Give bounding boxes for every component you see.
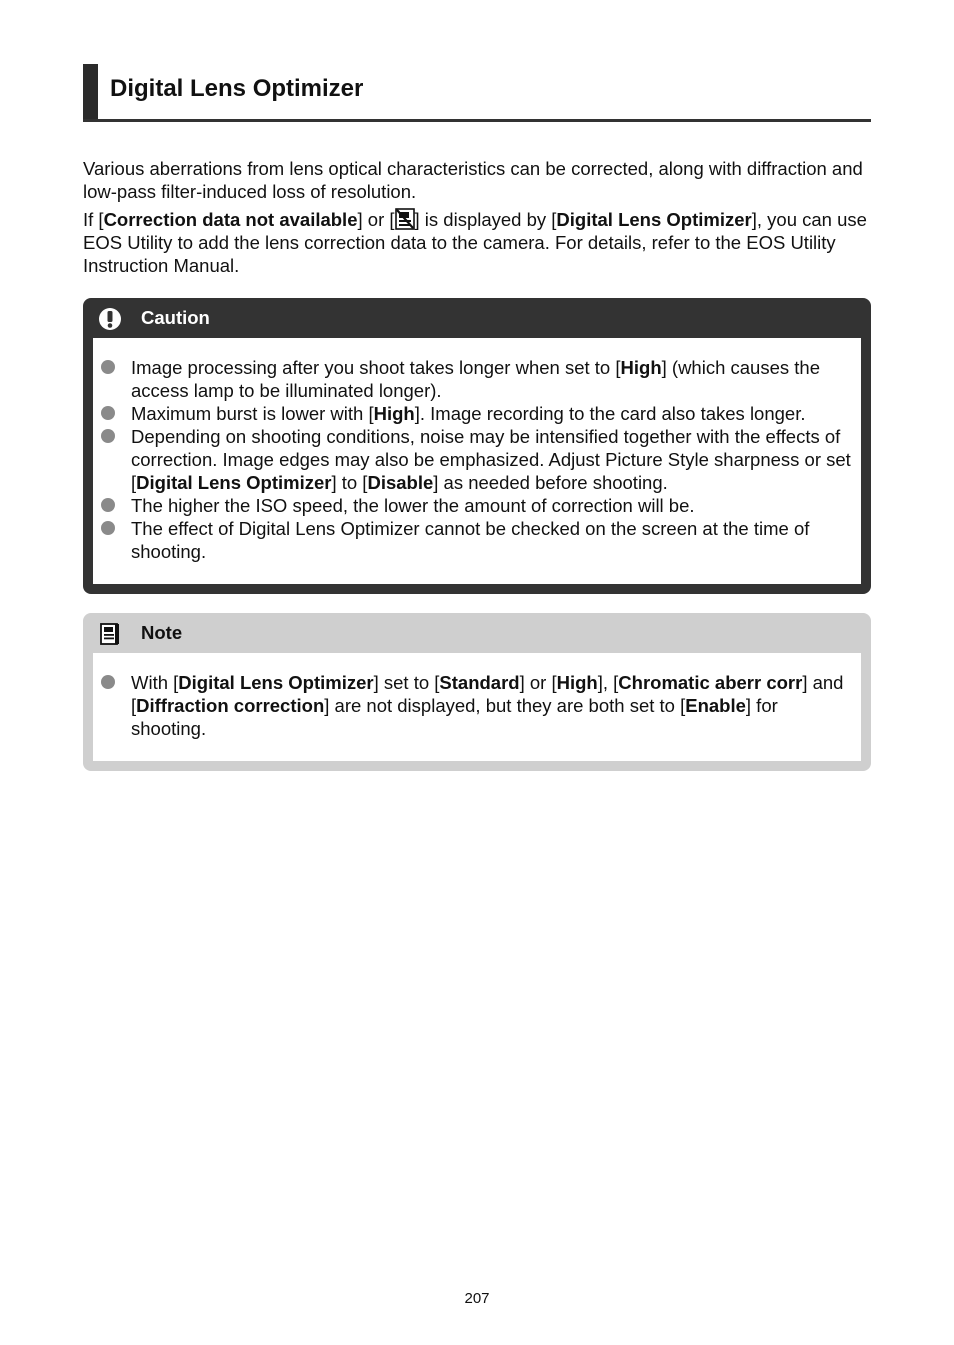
caution-body	[93, 338, 861, 584]
bold-term: Chromatic aberr corr	[618, 672, 803, 693]
list-item	[93, 517, 853, 563]
bullet-icon	[101, 521, 115, 535]
bold-term: High	[373, 403, 415, 424]
bullet-icon	[101, 675, 115, 689]
bold-term: High	[620, 357, 662, 378]
list-item	[93, 425, 853, 494]
note-title: Note	[141, 622, 183, 643]
bold-term: Standard	[439, 672, 520, 693]
text-run: ]. Image recording to the card also takes longer.	[414, 403, 806, 424]
bold-term: High	[556, 672, 598, 693]
intro-paragraph-1: Various aberrations from lens optical characteristics can be corrected, along with diffraction and low-pass filter-induced loss of resolution.	[83, 158, 863, 202]
caution-list	[93, 356, 853, 563]
text-run: ] as needed before shooting.	[433, 472, 668, 493]
list-item	[93, 356, 853, 402]
text-run: The effect of Digital Lens Optimizer cannot be checked on the screen at the time of shooting.	[131, 518, 810, 562]
note-header	[83, 613, 871, 653]
bold-term: Digital Lens Optimizer	[136, 472, 332, 493]
note-box	[83, 613, 871, 771]
bold-term: Enable	[685, 695, 746, 716]
bold-term: Disable	[367, 472, 434, 493]
page-title: Digital Lens Optimizer	[110, 75, 364, 102]
text-run: ], [	[597, 672, 619, 693]
intro-paragraph-2	[83, 208, 873, 277]
text-run: ] set to [	[373, 672, 440, 693]
page-number: 207	[464, 1290, 490, 1307]
text-run: Image processing after you shoot takes longer when set to [	[131, 357, 621, 378]
bold-term: Digital Lens Optimizer	[178, 672, 374, 693]
bullet-icon	[101, 498, 115, 512]
text-run: ] (which causes the access lamp to be illuminated longer).	[131, 357, 820, 401]
text-run: ] or [	[519, 672, 557, 693]
text-run: ] or [	[357, 209, 395, 230]
section-heading	[83, 64, 871, 122]
text-run: ] are not displayed, but they are both set to [	[324, 695, 686, 716]
note-body	[93, 653, 861, 761]
lens-data-unavailable-icon	[395, 208, 415, 230]
heading-accent-bar	[83, 64, 98, 119]
bullet-icon	[101, 360, 115, 374]
text-run: Depending on shooting conditions, noise may be intensified together with the effects of correction. Image edges may also be emphasized. Adjust Picture Style sharpness or set [	[131, 426, 851, 493]
note-icon	[98, 622, 122, 646]
text-run: ] to [	[331, 472, 368, 493]
caution-header	[83, 298, 871, 338]
bullet-icon	[101, 429, 115, 443]
text-run: ], you can use EOS Utility to add the lens correction data to the camera. For details, refer to the EOS Utility Instruction Manual.	[83, 209, 867, 276]
text-run: The higher the ISO speed, the lower the amount of correction will be.	[131, 495, 695, 516]
text-run: Maximum burst is lower with [	[131, 403, 374, 424]
bullet-icon	[101, 406, 115, 420]
list-item	[93, 494, 853, 517]
bold-term: Diffraction correction	[136, 695, 325, 716]
bold-term: Correction data not available	[103, 209, 358, 230]
bold-term: Digital Lens Optimizer	[556, 209, 752, 230]
text-run: ] is displayed by [	[414, 209, 557, 230]
text-run: With [	[131, 672, 179, 693]
intro-text	[83, 157, 873, 282]
list-item	[93, 671, 853, 740]
caution-box	[83, 298, 871, 594]
caution-icon	[98, 307, 122, 331]
note-list	[93, 671, 853, 740]
caution-title: Caution	[141, 307, 210, 328]
text-run: If [	[83, 209, 104, 230]
text-run: ] and [	[131, 672, 844, 716]
text-run: ] for shooting.	[131, 695, 778, 739]
list-item	[93, 402, 853, 425]
